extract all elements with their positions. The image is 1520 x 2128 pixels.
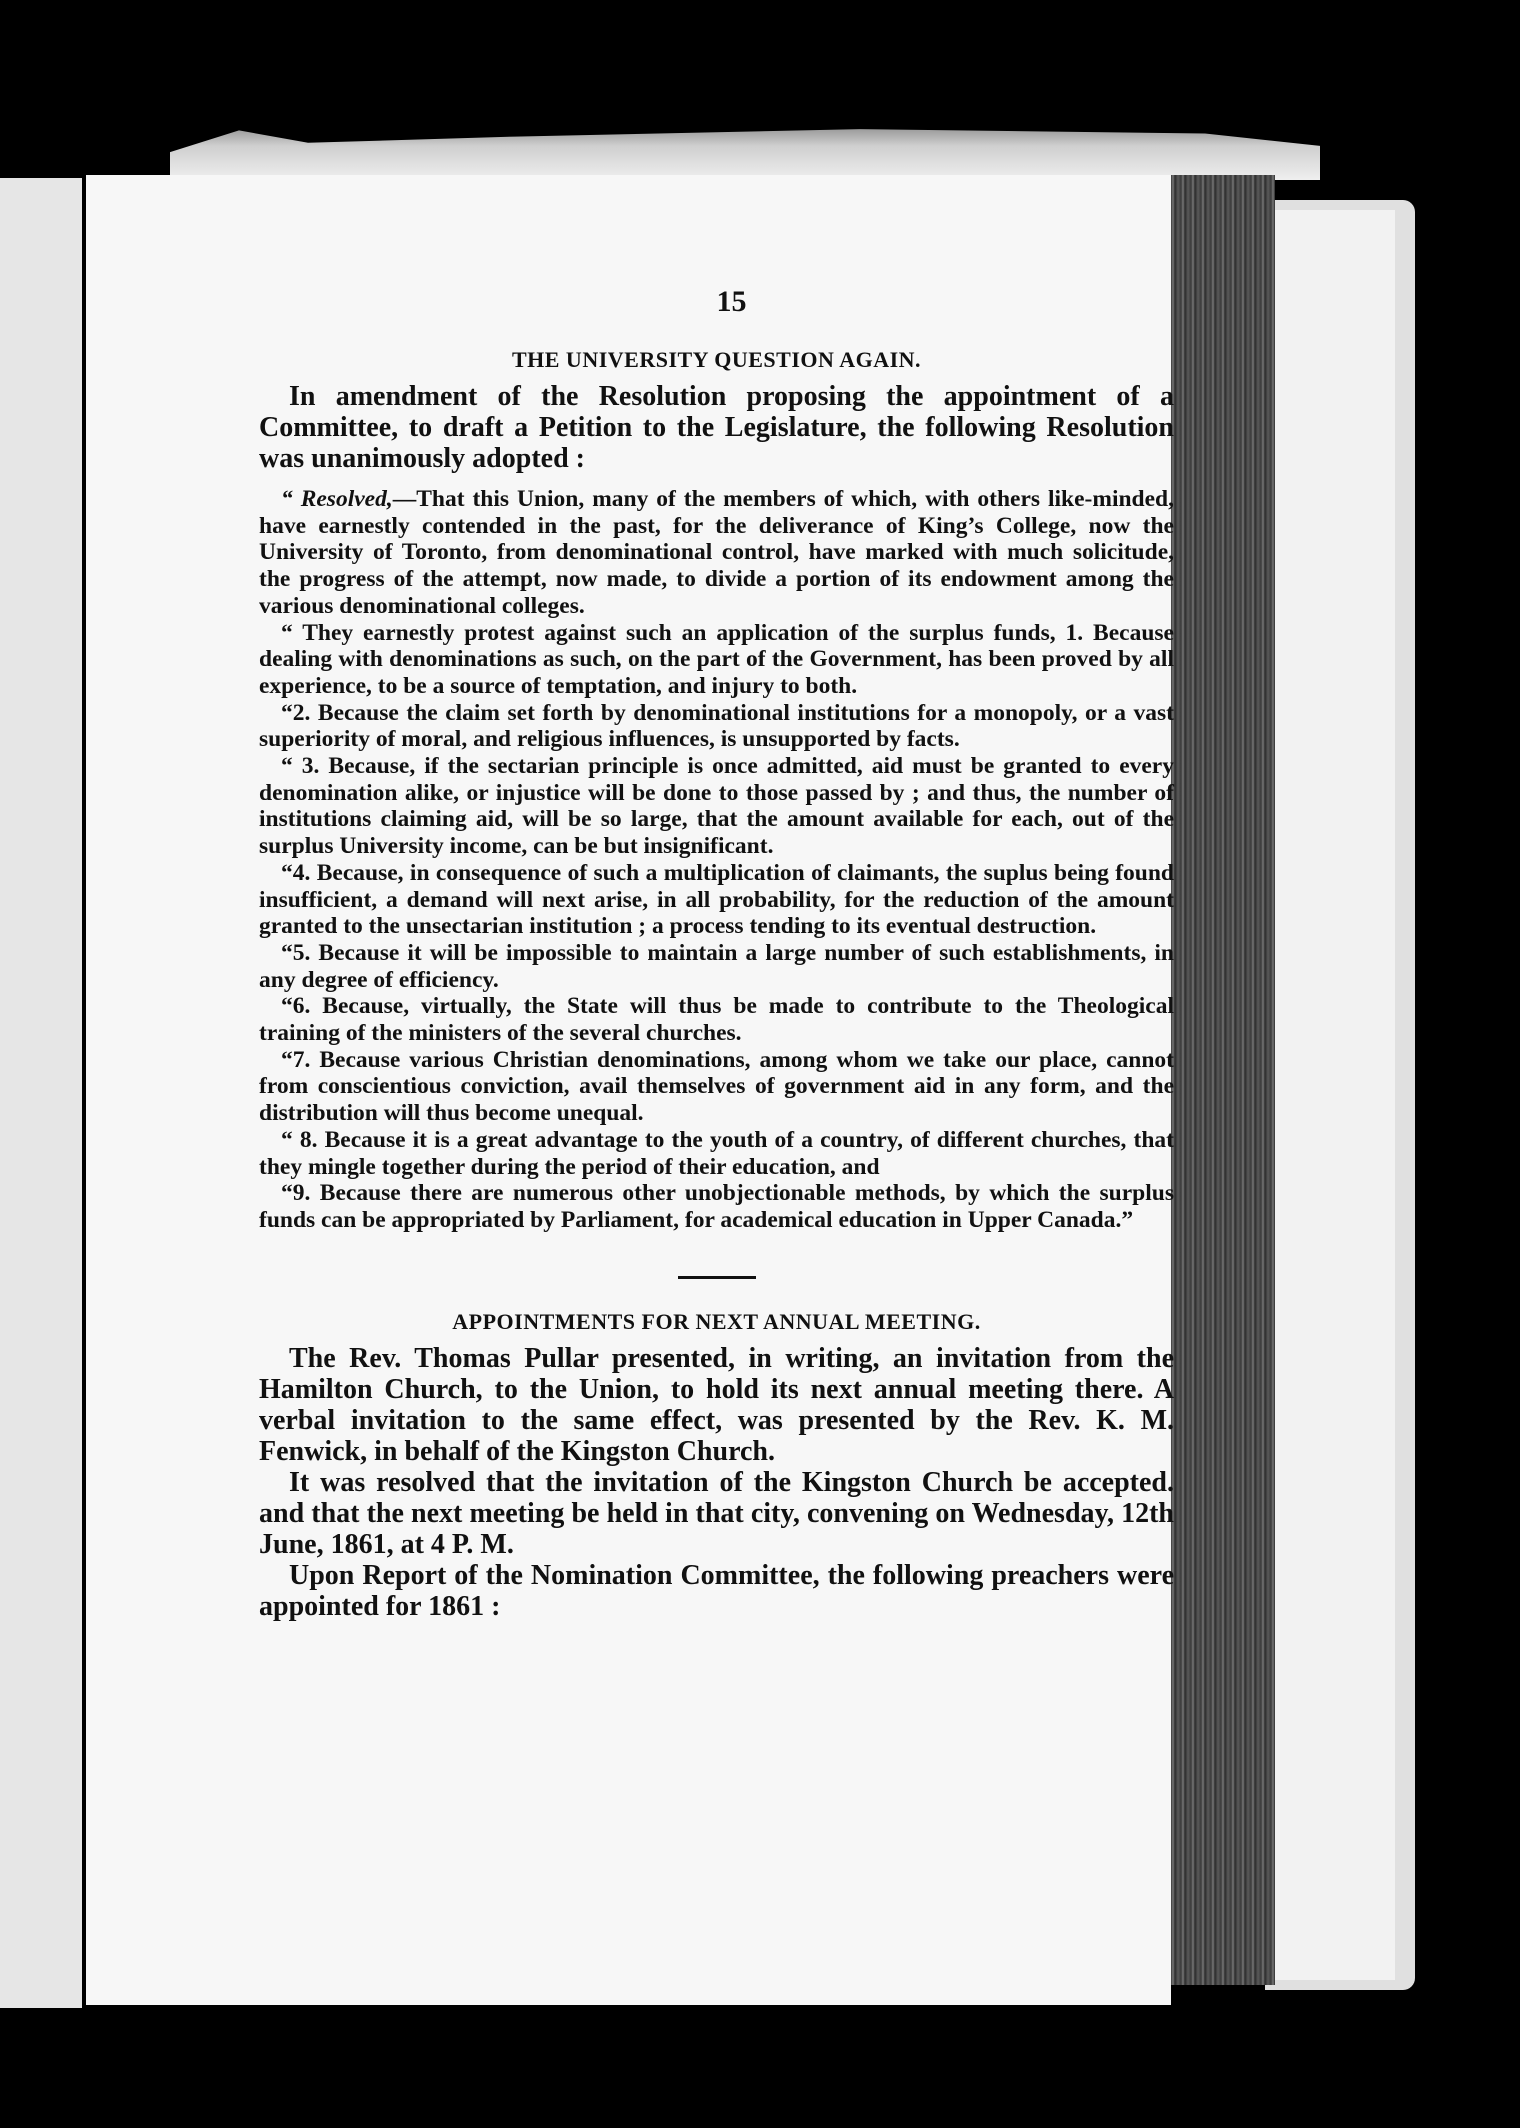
right-stacked-pages [1265,200,1415,1990]
book-page [86,175,1175,2005]
resolution-quote [259,486,1174,1234]
section-divider-rule [678,1276,756,1279]
page-text-block [259,285,1174,1622]
resolution-point: “ They earnestly protest against such an application of the surplus funds, 1. Because dealing with denominations as such, on the part of the Government, has been proved by all experience, to be a source of temptation, and injury to both. [259,619,1174,699]
resolution-point: “5. Because it will be impossible to maintain a large number of such establishments, in any degree of efficiency. [259,939,1174,993]
resolution-point: “ 8. Because it is a great advantage to the youth of a country, of different churches, that they mingle together during the period of their education, and [259,1126,1174,1180]
resolution-point: “4. Because, in consequence of such a multiplication of claimants, the suplus being found insufficient, a demand will next arise, in all probability, for the reduction of the amount granted to the unsectarian institution ; a process tending to its eventual destruction. [259,859,1174,940]
resolved-text: —That this Union, many of the members of which, with others like-minded, have earnestly contended in the past, for the deliverance of King’s College, now the University of Toronto, from denominational control, have marked with much solicitude, the progress of the attempt, now made, to divide a portion of its endowment among the various denominational colleges. [259,486,1175,619]
appointments-paragraph: It was resolved that the invitation of the Kingston Church be accepted. and that the next meeting be held in that city, convening on Wednesday, 12th June, 1861, at 4 P. M. [259,1466,1174,1560]
left-facing-page-edge [0,178,82,2008]
section-heading-university-question: THE UNIVERSITY QUESTION AGAIN. [511,347,922,372]
section-heading-appointments: APPOINTMENTS FOR NEXT ANNUAL MEETING. [452,1308,981,1334]
resolution-point: “2. Because the claim set forth by denominational institutions for a monopoly, or a vast superiority of moral, and religious influences, is unsupported by facts. [259,699,1174,753]
resolution-point: “6. Because, virtually, the State will thus be made to contribute to the Theological training of the ministers of the several churches. [259,993,1174,1047]
resolution-point: “7. Because various Christian denominations, among whom we take our place, cannot from conscientious conviction, avail themselves of government aid in any form, and the distribution will thus become unequal. [259,1046,1174,1127]
page-number: 15 [716,285,747,318]
appointments-paragraph: Upon Report of the Nomination Committee, the following preachers were appointed for 1861 : [259,1559,1174,1622]
torn-top-strip [170,118,1320,180]
intro-paragraph: In amendment of the Resolution proposing the appointment of a Committee, to draft a Petition to the Legislature, the following Resolution was unanimously adopted : [259,381,1174,474]
resolved-lead: “ Resolved, [281,486,393,512]
resolution-point: “ 3. Because, if the sectarian principle is once admitted, aid must be granted to every denomination alike, or injustice will be done to those passed by ; and thus, the number of institutions claiming aid, will be so large, that the amount available for each, out of the surplus University income, can be but insignificant. [259,753,1174,860]
book-page-edges [1165,175,1275,1985]
appointments-paragraph: The Rev. Thomas Pullar presented, in writing, an invitation from the Hamilton Church, to the Union, to hold its next annual meeting there. A verbal invitation to the same effect, was presented by the Rev. K. M. Fenwick, in behalf of the Kingston Church. [259,1342,1174,1467]
resolution-paragraph [259,486,1174,620]
resolution-point: “9. Because there are numerous other unobjectionable methods, by which the surplus funds can be appropriated by Parliament, for academical education in Upper Canada.” [259,1180,1174,1233]
